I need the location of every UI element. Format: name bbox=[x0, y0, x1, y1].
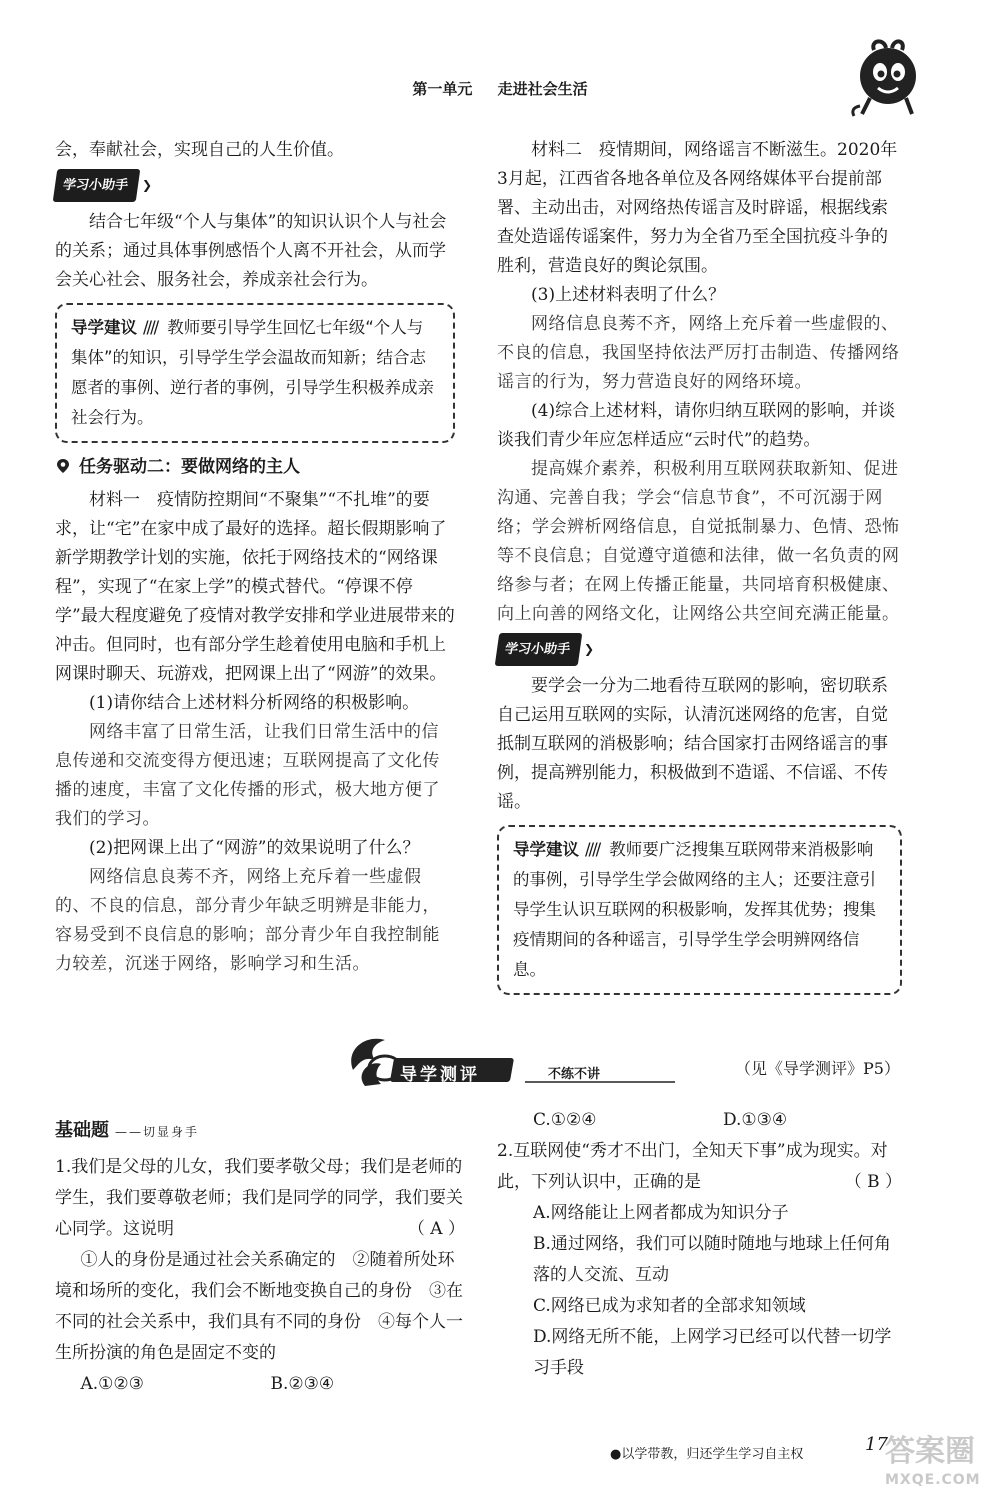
section-banner bbox=[345, 1030, 675, 1094]
guide-box-1 bbox=[55, 303, 455, 443]
guide-label-2: 导学建议 bbox=[513, 840, 579, 859]
helper-text-1: 结合七年级“个人与集体”的知识认识个人与社会的关系；通过具体事例感悟个人离不开社会，从而学会关心社会、服务社会，养成亲社会行为。 bbox=[55, 212, 447, 290]
guide-label-1: 导学建议 bbox=[71, 318, 137, 337]
section-subtitle: ——切显身手 bbox=[115, 1125, 200, 1139]
q2-option-d: D.网络无所不能，上网学习已经可以代替一切学习手段 bbox=[533, 1327, 892, 1378]
q2-option-b: B.通过网络，我们可以随时随地与地球上任何角落的人交流、互动 bbox=[533, 1234, 891, 1285]
q1-option-a: A.①②③ bbox=[80, 1374, 144, 1394]
q1-options-cd bbox=[497, 1105, 902, 1136]
guide-text-1: 教师要引导学生回忆七年级“个人与集体”的知识，引导学生学会温故而知新；结合志愿者的事例、逆行者的事例，引导学生积极养成亲社会行为。 bbox=[71, 318, 434, 427]
questions-right bbox=[497, 1105, 902, 1384]
helper-tag-1: 学习小助手 ❯ bbox=[55, 165, 455, 208]
questions-left bbox=[55, 1115, 465, 1400]
banner-title: 导学测评 bbox=[400, 1065, 480, 1085]
chevron-down-icon: ❯ bbox=[142, 178, 153, 192]
mascot-icon bbox=[840, 36, 930, 126]
section-heading bbox=[55, 1115, 465, 1148]
page-number: 17 bbox=[865, 1434, 888, 1455]
helper-text-2: 要学会一分为二地看待互联网的影响，密切联系自己运用互联网的实际，认清沉迷网络的危害，自觉抵制互联网的消极影响；结合国家打击网络谣言的事例，提高辨别能力，积极做到不造谣、不信谣、不传谣。 bbox=[497, 676, 888, 812]
answer-2: 网络信息良莠不齐，网络上充斥着一些虚假的、不良的信息，部分青少年缺乏明辨是非能力，容易受到不良信息的影响；部分青少年自我控制能力较差，沉迷于网络，影响学习和生活。 bbox=[55, 867, 440, 974]
material-1: 材料一 疫情防控期间“不聚集”“不扎堆”的要求，让“宅”在家中成了最好的选择。超长假期影响了新学期教学计划的实施，依托于网络技术的“网络课程”，实现了“在家上学”的模式替代。“停课不停学”最大程度避免了疫情对教学安排和学业进展带来的冲击。但同时，也有部分学生趁着使用电脑和手机上网课时聊天、玩游戏，把网课上出了“网游”的效果。 bbox=[55, 490, 455, 684]
answer-4: 提高媒介素养，积极利用互联网获取新知、促进沟通、完善自我；学会“信息节食”，不可沉溺于网络；学会辨析网络信息，自觉抵制暴力、色情、恐怖等不良信息；自觉遵守道德和法律，做一名负责的网络参与者；在网上传播正能量，共同培育积极健康、向上向善的网络文化，让网络公共空间充满正能量。 bbox=[497, 459, 900, 624]
chevron-down-icon: ❯ bbox=[584, 642, 595, 656]
q2-stem: 2.互联网使“秀才不出门，全知天下事”成为现实。对此，下列认识中，正确的是 （ B ） bbox=[497, 1136, 902, 1198]
answer-3: 网络信息良莠不齐，网络上充斥着一些虚假的、不良的信息，我国坚持依法严厉打击制造、传播网络谣言的行为，努力营造良好的网络环境。 bbox=[497, 314, 900, 392]
slash-decoration-icon: //// bbox=[585, 840, 600, 859]
question-2: (2)把网课上出了“网游”的效果说明了什么？ bbox=[89, 838, 420, 858]
question-3: (3)上述材料表明了什么？ bbox=[531, 285, 726, 305]
q2-answer: （ B ） bbox=[844, 1172, 902, 1192]
banner-subtitle: 不练不讲 bbox=[548, 1067, 601, 1082]
q1-option-b: B.②③④ bbox=[270, 1374, 335, 1394]
q1-option-c: C.①②④ bbox=[533, 1110, 597, 1130]
q2-option-c: C.网络已成为求知者的全部求知领域 bbox=[533, 1296, 806, 1316]
q1-options-ab bbox=[55, 1369, 465, 1400]
q1-answer: （ A ） bbox=[407, 1219, 465, 1239]
q1-option-d: D.①③④ bbox=[723, 1110, 788, 1130]
material-2: 材料二 疫情期间，网络谣言不断滋生。2020年3月起，江西省各地各单位及各网络媒体平台提前部署、主动出击，对网络热传谣言及时辟谣，根据线索查处造谣传谣案件，努力为全省乃至全国抗疫斗争的胜利，营造良好的舆论氛围。 bbox=[497, 140, 898, 276]
helper-tag-2: 学习小助手 ❯ bbox=[497, 629, 902, 672]
q2-option-a: A.网络能让上网者都成为知识分子 bbox=[533, 1203, 789, 1223]
answer-1: 网络丰富了日常生活，让我们日常生活中的信息传递和交流变得方便迅速；互联网提高了文化传播的速度，丰富了文化传播的形式，极大地方便了我们的学习。 bbox=[55, 722, 440, 829]
question-1: (1)请你结合上述材料分析网络的积极影响。 bbox=[89, 693, 420, 713]
section-title: 基础题 bbox=[55, 1120, 109, 1141]
continuation-line: 会，奉献社会，实现自己的人生价值。 bbox=[55, 140, 344, 160]
task-heading-2: 任务驱动二：要做网络的主人 bbox=[55, 453, 455, 482]
slash-decoration-icon: //// bbox=[143, 318, 158, 337]
q1-items: ①人的身份是通过社会关系确定的 ②随着所处环境和场所的变化，我们会不断地变换自己的身份 ③在不同的社会关系中，我们具有不同的身份 ④每个人一生所扮演的角色是固定不变的 bbox=[55, 1250, 463, 1363]
unit-title: 走进社会生活 bbox=[497, 80, 588, 98]
right-column bbox=[497, 136, 902, 1005]
footer-slogan: ●以学带教，归还学生学习自主权 bbox=[610, 1447, 804, 1462]
location-pin-icon bbox=[55, 458, 71, 474]
unit-label: 第一单元 bbox=[412, 80, 473, 98]
left-column bbox=[55, 136, 455, 979]
guide-box-2 bbox=[497, 825, 902, 995]
guide-text-2: 教师要广泛搜集互联网带来消极影响的事例，引导学生学会做网络的主人；还要注意引导学生认识互联网的积极影响，发挥其优势；搜集疫情期间的各种谣言，引导学生学会明辨网络信息。 bbox=[513, 840, 876, 979]
watermark: 答案圈 MXQE.COM bbox=[885, 1434, 981, 1488]
q1-stem: 1.我们是父母的儿女，我们要孝敬父母；我们是老师的学生，我们要尊敬老师；我们是同学的同学，我们要关心同学。这说明 （ A ） bbox=[55, 1152, 465, 1245]
see-reference: （见《导学测评》P5） bbox=[735, 1059, 900, 1078]
question-4: (4)综合上述材料，请你归纳互联网的影响，并谈谈我们青少年应怎样适应“云时代”的趋势。 bbox=[497, 401, 896, 450]
